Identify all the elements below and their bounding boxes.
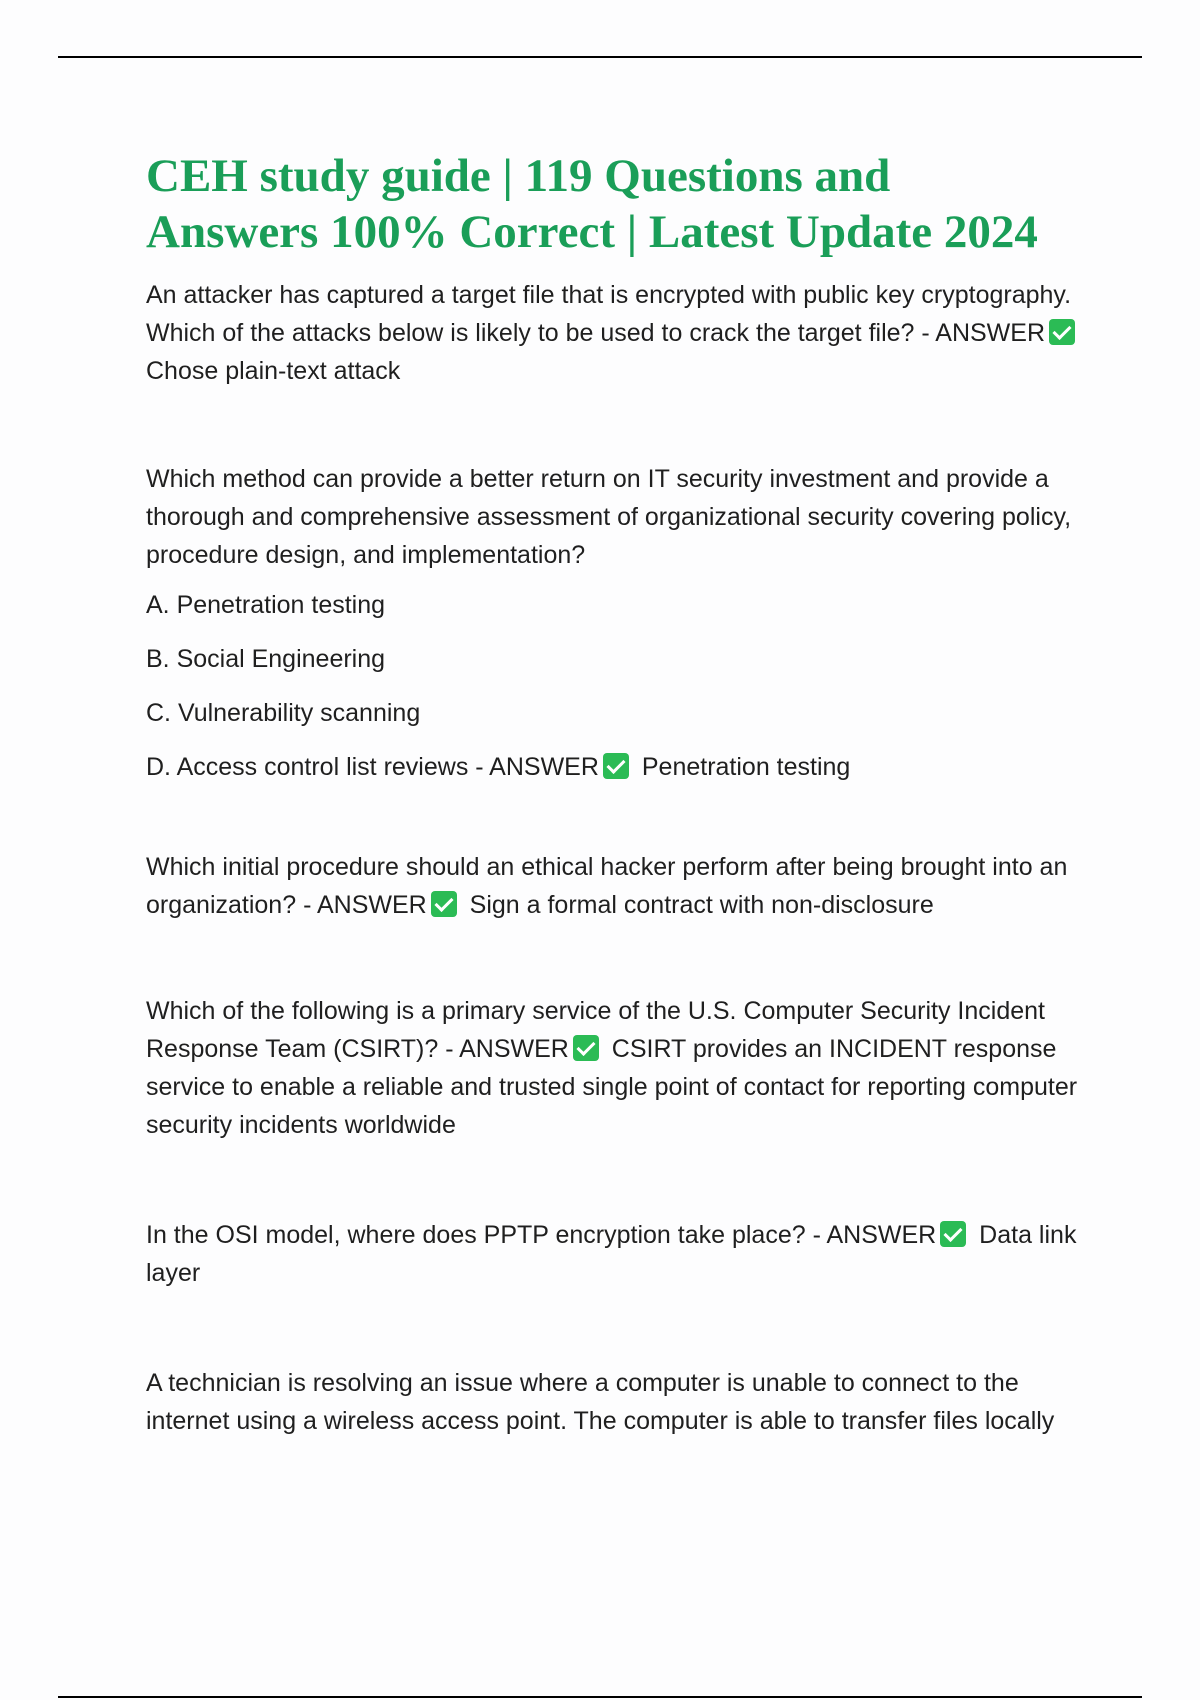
top-rule <box>58 56 1142 58</box>
question-text: Which of the following is a primary service of the U.S. Computer Security Incident Response Team (CSIRT)? <box>146 997 1045 1063</box>
check-icon <box>431 891 457 917</box>
option-a <box>146 586 1106 624</box>
option-c <box>146 694 1106 732</box>
qa-item-4 <box>146 992 1106 1144</box>
question-text: In the OSI model, where does PPTP encryption take place? <box>146 1221 806 1249</box>
answer-text: Data link layer <box>146 1221 1077 1287</box>
qa-item-2 <box>146 460 1106 574</box>
option-label: D. Access control list reviews <box>146 753 469 781</box>
question-text: Which initial procedure should an ethical hacker perform after being brought into an organization? <box>146 853 1068 919</box>
question-text: An attacker has captured a target file that is encrypted with public key cryptography. Which of the attacks below is likely to be used to crack the target file? <box>146 281 1072 347</box>
question-text: A technician is resolving an issue where a computer is unable to connect to the internet using a wireless access point. The computer is able to transfer files locally <box>146 1369 1055 1435</box>
qa-item-3 <box>146 848 1106 924</box>
document-title <box>146 148 1106 260</box>
answer-text: Chose plain-text attack <box>146 357 401 385</box>
option-b <box>146 640 1106 678</box>
answer-text: Penetration testing <box>641 753 851 781</box>
option-label: B. Social Engineering <box>146 645 386 673</box>
qa-item-5 <box>146 1216 1106 1292</box>
answer-label: - ANSWER <box>475 753 599 781</box>
answer-label: - ANSWER <box>812 1221 937 1249</box>
answer-label: - ANSWER <box>303 891 427 919</box>
question-text: Which method can provide a better return on IT security investment and provide a thorough and comprehensive assessment of organizational security covering policy, procedure design, and implementation? <box>146 465 1072 569</box>
title-line-1: CEH study guide | 119 Questions and <box>146 150 891 202</box>
option-d <box>146 748 1106 786</box>
option-label: C. Vulnerability scanning <box>146 699 421 727</box>
answer-label: - ANSWER <box>921 319 1046 347</box>
check-icon <box>603 753 629 779</box>
check-icon <box>1049 319 1075 345</box>
answer-text: CSIRT provides an INCIDENT response service to enable a reliable and trusted single point of contact for reporting computer security incidents worldwide <box>146 1035 1078 1139</box>
qa-item-1 <box>146 276 1106 390</box>
document-body <box>146 148 1106 1440</box>
bottom-rule <box>58 1696 1142 1698</box>
option-list <box>146 586 1106 786</box>
title-line-2: Answers 100% Correct | Latest Update 2024 <box>146 206 1038 258</box>
answer-text: Sign a formal contract with non-disclosure <box>469 891 934 919</box>
answer-label: - ANSWER <box>445 1035 569 1063</box>
qa-item-6 <box>146 1364 1106 1440</box>
check-icon <box>940 1221 966 1247</box>
check-icon <box>573 1035 599 1061</box>
option-label: A. Penetration testing <box>146 591 386 619</box>
